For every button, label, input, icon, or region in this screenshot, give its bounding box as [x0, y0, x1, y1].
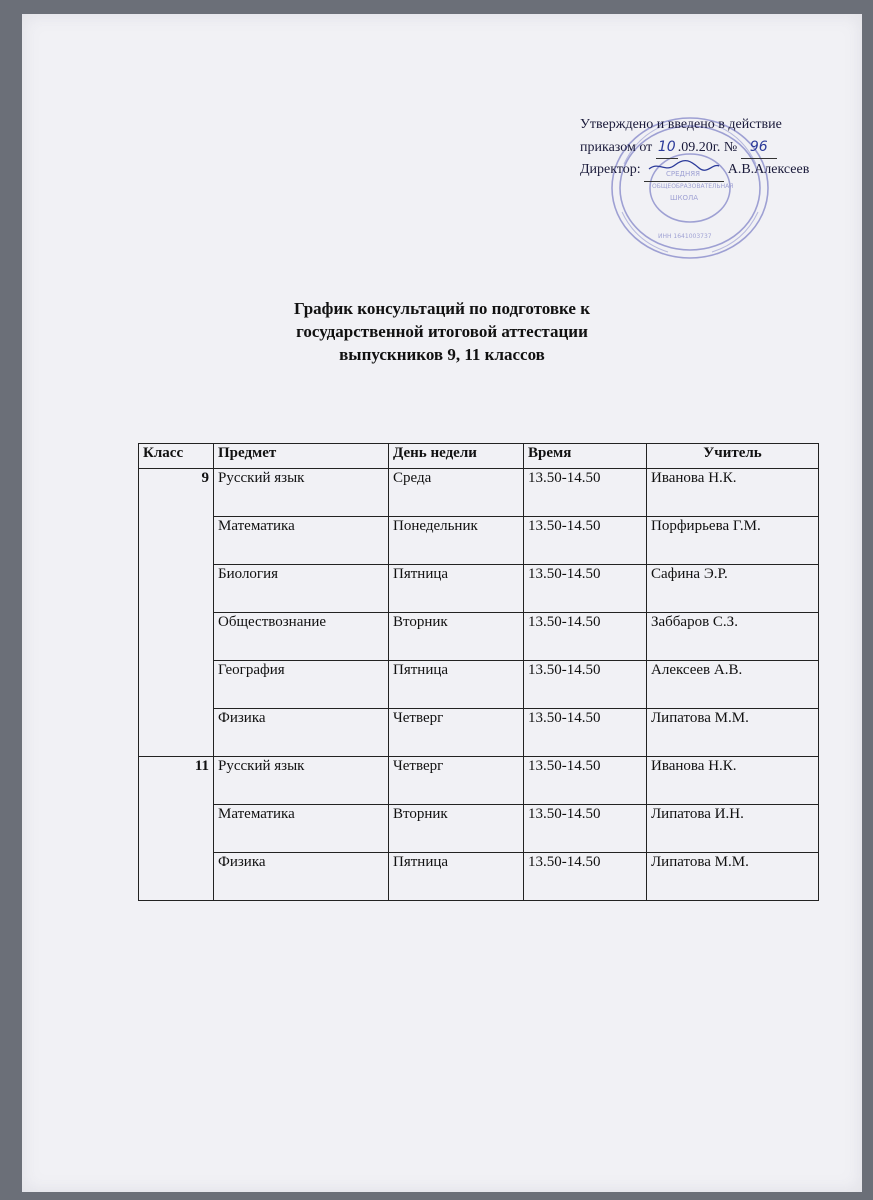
title-line-1: График консультаций по подготовке к	[293, 299, 590, 318]
order-day: 10	[656, 136, 678, 159]
day-cell: Вторник	[389, 613, 524, 661]
subject-cell: Русский язык	[214, 469, 389, 517]
approval-line-2	[580, 136, 809, 159]
subject-cell: Обществознание	[214, 613, 389, 661]
table-row	[139, 709, 819, 757]
consultation-schedule-table	[138, 443, 819, 901]
teacher-cell: Сафина Э.Р.	[647, 565, 819, 613]
day-cell: Пятница	[389, 661, 524, 709]
approval-block	[580, 114, 809, 182]
time-cell: 13.50-14.50	[524, 613, 647, 661]
order-prefix: приказом от	[580, 140, 653, 155]
teacher-cell: Иванова Н.К.	[647, 757, 819, 805]
svg-text:ШКОЛА: ШКОЛА	[670, 194, 699, 202]
day-cell: Четверг	[389, 757, 524, 805]
director-label: Директор:	[580, 162, 641, 177]
teacher-cell: Алексеев А.В.	[647, 661, 819, 709]
teacher-cell: Порфирьева Г.М.	[647, 517, 819, 565]
director-signature	[644, 159, 724, 182]
header-day: День недели	[389, 444, 524, 469]
time-cell: 13.50-14.50	[524, 853, 647, 901]
svg-text:ОБЩЕОБРАЗОВАТЕЛЬНАЯ: ОБЩЕОБРАЗОВАТЕЛЬНАЯ	[652, 183, 734, 190]
svg-text:ИНН 1641003737: ИНН 1641003737	[658, 233, 712, 240]
header-class: Класс	[139, 444, 214, 469]
subject-cell: Физика	[214, 709, 389, 757]
page-title	[22, 297, 862, 366]
day-cell: Среда	[389, 469, 524, 517]
day-cell: Пятница	[389, 853, 524, 901]
day-cell: Вторник	[389, 805, 524, 853]
time-cell: 13.50-14.50	[524, 469, 647, 517]
table-row	[139, 517, 819, 565]
table-row	[139, 757, 819, 805]
time-cell: 13.50-14.50	[524, 709, 647, 757]
time-cell: 13.50-14.50	[524, 757, 647, 805]
day-cell: Понедельник	[389, 517, 524, 565]
class-cell: 9	[139, 469, 214, 757]
subject-cell: Биология	[214, 565, 389, 613]
signature-icon	[647, 159, 721, 173]
title-line-2: государственной итоговой аттестации	[296, 322, 588, 341]
header-subject: Предмет	[214, 444, 389, 469]
table-row	[139, 661, 819, 709]
header-teacher: Учитель	[647, 444, 819, 469]
header-time: Время	[524, 444, 647, 469]
table-row	[139, 565, 819, 613]
table-header-row	[139, 444, 819, 469]
teacher-cell: Заббаров С.З.	[647, 613, 819, 661]
class-cell: 11	[139, 757, 214, 901]
director-name: А.В.Алексеев	[727, 162, 810, 177]
subject-cell: Математика	[214, 805, 389, 853]
teacher-cell: Иванова Н.К.	[647, 469, 819, 517]
time-cell: 13.50-14.50	[524, 517, 647, 565]
time-cell: 13.50-14.50	[524, 565, 647, 613]
teacher-cell: Липатова М.М.	[647, 709, 819, 757]
approval-line-1: Утверждено и введено в действие	[580, 117, 782, 132]
subject-cell: Физика	[214, 853, 389, 901]
svg-text:СРЕДНЯЯ: СРЕДНЯЯ	[666, 170, 700, 178]
subject-cell: География	[214, 661, 389, 709]
teacher-cell: Липатова И.Н.	[647, 805, 819, 853]
table-row	[139, 853, 819, 901]
table-row	[139, 805, 819, 853]
subject-cell: Русский язык	[214, 757, 389, 805]
time-cell: 13.50-14.50	[524, 805, 647, 853]
teacher-cell: Липатова М.М.	[647, 853, 819, 901]
table-row	[139, 469, 819, 517]
subject-cell: Математика	[214, 517, 389, 565]
day-cell: Пятница	[389, 565, 524, 613]
time-cell: 13.50-14.50	[524, 661, 647, 709]
approval-line-3	[580, 159, 809, 182]
order-date: .09.20г. №	[677, 140, 738, 155]
table-row	[139, 613, 819, 661]
order-number: 96	[741, 136, 777, 159]
title-line-3: выпускников 9, 11 классов	[339, 345, 545, 364]
day-cell: Четверг	[389, 709, 524, 757]
